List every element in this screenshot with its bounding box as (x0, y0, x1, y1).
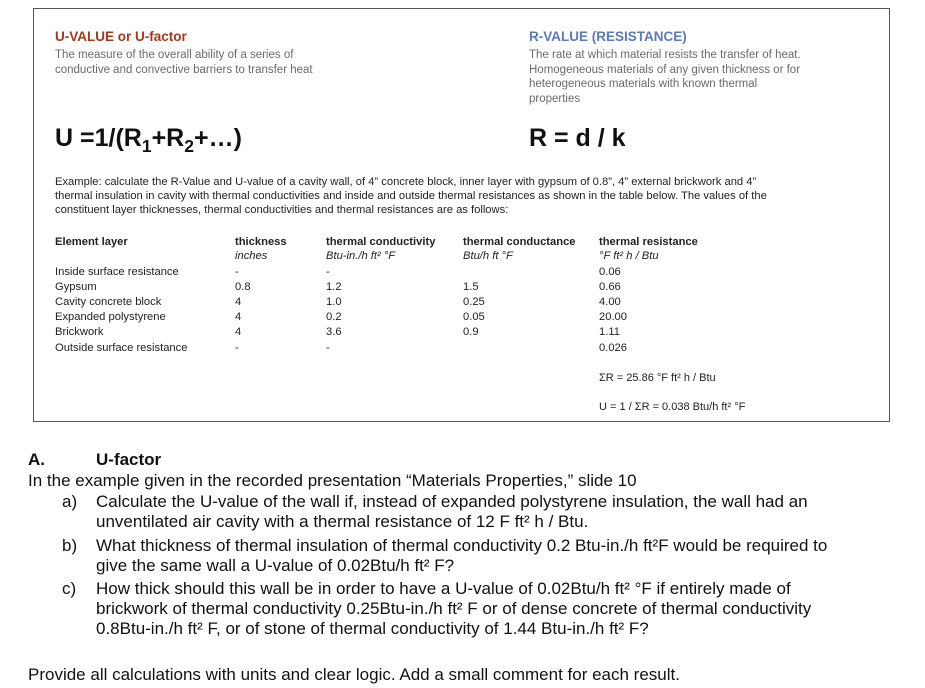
table-cell: Gypsum (55, 281, 97, 293)
section-title: U-factor (96, 450, 162, 469)
table-unit: Btu/h ft °F (463, 250, 513, 262)
table-cell: 0.06 (599, 266, 621, 278)
table-cell: 0.25 (463, 296, 485, 308)
question-text: What thickness of thermal insulation of thermal conductivity 0.2 Btu-in./h ft²F would be required to give the same wall a U-value of 0.02Btu/h ft² F? (96, 536, 828, 575)
table-unit: Btu-in./h ft² °F (326, 250, 396, 262)
example-slide-box (33, 8, 890, 422)
r-value-heading: R-VALUE (RESISTANCE) (529, 29, 687, 44)
table-header: thermal conductivity (326, 236, 436, 248)
r-desc-line: properties (529, 92, 581, 105)
table-header: thermal conductance (463, 236, 576, 248)
r-value-description (529, 48, 849, 106)
table-cell: Cavity concrete block (55, 296, 162, 308)
section-label: A. (28, 450, 45, 469)
table-cell: 1.5 (463, 281, 479, 293)
u-value-heading: U-VALUE or U-factor (55, 29, 187, 44)
question-letter: a) (62, 492, 78, 511)
table-cell: 4 (235, 326, 242, 338)
r-desc-line: heterogeneous materials with known thermal (529, 78, 758, 90)
table-cell: 0.8 (235, 281, 251, 293)
question-text: Calculate the U-value of the wall if, instead of expanded polystyrene insulation, the wall had an unventilated air cavity with a thermal resistance of 12 F ft² h / Btu. (96, 492, 808, 531)
table-cell: 1.0 (326, 296, 342, 308)
table-cell: - (235, 342, 239, 354)
table-cell: 4.00 (599, 296, 621, 308)
r-formula: R = d / k (529, 124, 626, 152)
table-cell: 1.11 (599, 326, 620, 338)
example-text: Example: calculate the R-Value and U-value of a cavity wall, of 4” concrete block, inner layer with gypsum of 0.8”, 4” external brickwork and 4” thermal insulation in cavity with thermal conductivities and inside and outside thermal resistances as shown in the table below. The values of the constituent layer thicknesses, thermal conductivities and thermal resistances are as follows: (55, 176, 767, 216)
table-cell: 0.66 (599, 281, 621, 293)
table-cell: - (235, 266, 239, 278)
question-text: How thick should this wall be in order to have a U-value of 0.02Btu/h ft² °F if entirely made of brickwork of thermal conductivity 0.25Btu-in./h ft² F or of dense concrete of thermal conductivity 0.8Btu-in./h ft² F, or of stone of thermal conductivity of 1.44 Btu-in./h ft² F? (96, 579, 812, 638)
table-header: thickness (235, 236, 287, 248)
table-cell: Inside surface resistance (55, 266, 179, 278)
table-cell: 0.026 (599, 342, 627, 354)
table-cell: Outside surface resistance (55, 342, 188, 354)
question-letter: b) (62, 536, 78, 555)
table-cell: 3.6 (326, 326, 342, 338)
table-header: thermal resistance (599, 236, 698, 248)
r-desc-line: The rate at which material resists the transfer of heat. (529, 49, 801, 61)
question-letter: c) (62, 579, 77, 598)
table-cell: 20.00 (599, 311, 627, 323)
table-cell: 0.2 (326, 311, 342, 323)
u-formula: $U =1/(R_1+R_2+\dots)$ (55, 124, 242, 156)
table-cell: Expanded polystyrene (55, 311, 166, 323)
table-cell: 4 (235, 296, 242, 308)
table-cell: 0.05 (463, 311, 485, 323)
question-intro: In the example given in the recorded presentation “Materials Properties,” slide 10 (28, 471, 637, 490)
r-desc-line: Homogeneous materials of any given thickness or for (529, 63, 801, 76)
table-unit: inches (235, 250, 268, 262)
u-value-result: U = 1 / ΣR = 0.038 Btu/h ft² °F (599, 401, 746, 413)
table-cell: - (326, 266, 330, 278)
sum-r-result: ΣR = 25.86 °F ft² h / Btu (599, 372, 716, 384)
table-cell: 1.2 (326, 281, 342, 293)
table-cell: 0.9 (463, 326, 479, 338)
table-header: Element layer (55, 236, 128, 248)
instructions-text: Provide all calculations with units and clear logic. Add a small comment for each result. (28, 665, 680, 684)
u-desc-line: conductive and convective barriers to transfer heat (55, 63, 313, 76)
table-cell: Brickwork (55, 326, 104, 338)
table-cell: 4 (235, 311, 242, 323)
u-desc-line: The measure of the overall ability of a series of (55, 49, 294, 61)
table-unit: °F ft² h / Btu (599, 250, 659, 262)
u-value-description (55, 48, 375, 77)
table-cell: - (326, 342, 330, 354)
